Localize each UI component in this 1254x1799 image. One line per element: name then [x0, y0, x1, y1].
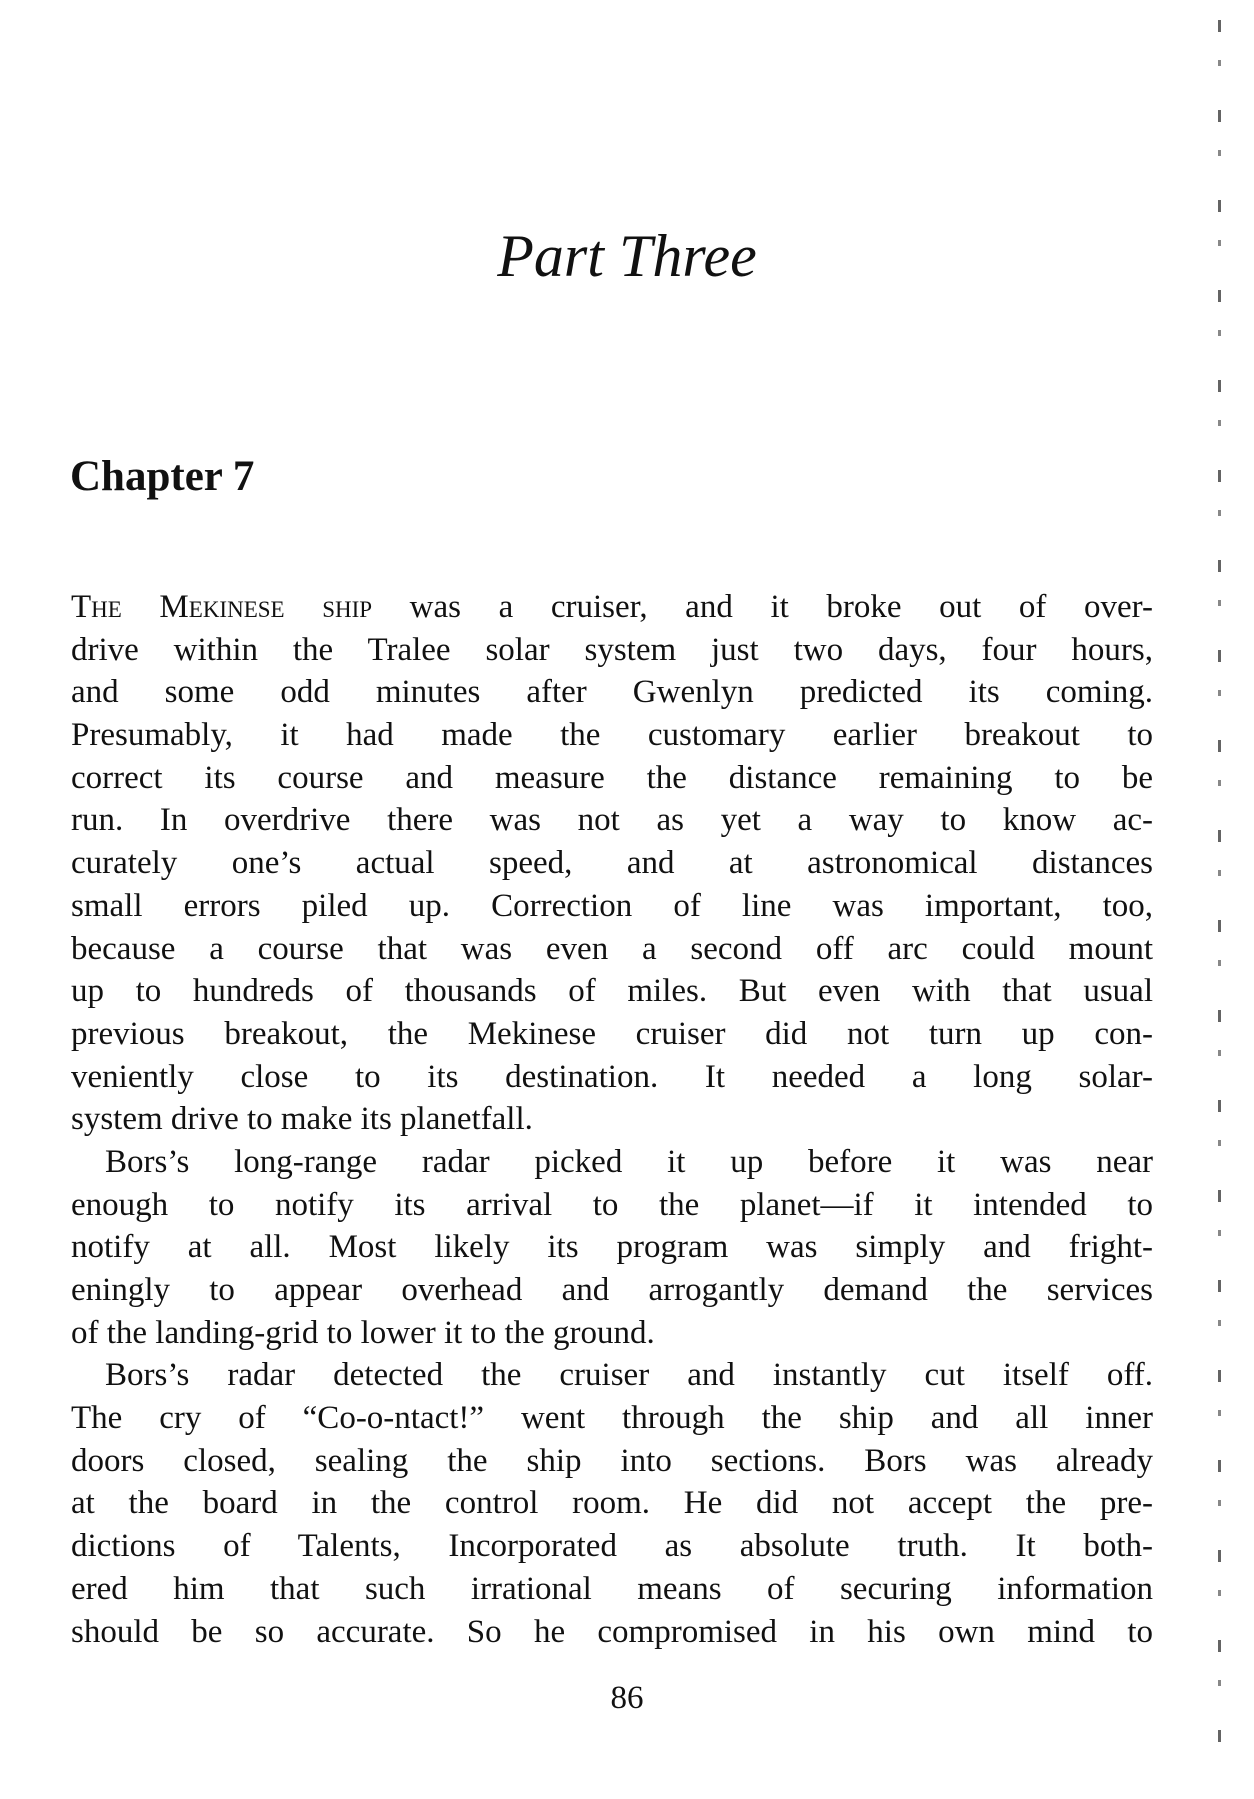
text-line: previous breakout, the Mekinese cruiser did not turn up con-: [71, 1015, 1153, 1052]
text-line: should be so accurate. So he compromised in his own mind to: [71, 1613, 1153, 1650]
text-line-content: was a cruiser, and it broke out of over-: [372, 589, 1153, 625]
text-line: enough to notify its arrival to the planet—if it intended to: [71, 1186, 1153, 1223]
text-line: of the landing-grid to lower it to the ground.: [71, 1314, 655, 1351]
text-line: notify at all. Most likely its program was simply and fright-: [71, 1229, 1153, 1266]
body-text: [71, 586, 1153, 1653]
text-line: [71, 586, 1153, 629]
text-line: veniently close to its destination. It needed a long solar-: [71, 1058, 1153, 1095]
text-line: Bors’s long-range radar picked it up before it was near: [105, 1143, 1153, 1180]
chapter-title: Chapter 7: [70, 453, 255, 500]
text-line: curately one’s actual speed, and at astronomical distances: [71, 845, 1153, 882]
text-line: run. In overdrive there was not as yet a way to know ac-: [71, 802, 1153, 839]
text-line: doors closed, sealing the ship into sections. Bors was already: [71, 1442, 1153, 1479]
part-title: Part Three: [497, 223, 757, 289]
page-number: 86: [610, 1680, 644, 1716]
text-line: eningly to appear overhead and arrogantly demand the services: [71, 1272, 1153, 1308]
text-line: because a course that was even a second off arc could mount: [71, 930, 1153, 967]
text-line: ered him that such irrational means of securing information: [71, 1570, 1153, 1607]
text-line: Bors’s radar detected the cruiser and instantly cut itself off.: [105, 1357, 1153, 1394]
text-line: system drive to make its planetfall.: [71, 1101, 533, 1138]
text-line: up to hundreds of thousands of miles. But even with that usual: [71, 973, 1153, 1010]
text-line: and some odd minutes after Gwenlyn predicted its coming.: [71, 674, 1153, 711]
text-line: at the board in the control room. He did not accept the pre-: [71, 1485, 1153, 1522]
text-line: correct its course and measure the distance remaining to be: [71, 759, 1153, 796]
text-line: dictions of Talents, Incorporated as absolute truth. It both-: [71, 1528, 1153, 1565]
text-line: drive within the Tralee solar system just two days, four hours,: [71, 631, 1153, 668]
text-line: small errors piled up. Correction of line was important, too,: [71, 887, 1153, 924]
text-line: The cry of “Co-o-ntact!” went through the ship and all inner: [71, 1400, 1153, 1437]
lead-smallcaps: The Mekinese ship: [71, 589, 373, 625]
text-line: Presumably, it had made the customary earlier breakout to: [71, 717, 1153, 754]
